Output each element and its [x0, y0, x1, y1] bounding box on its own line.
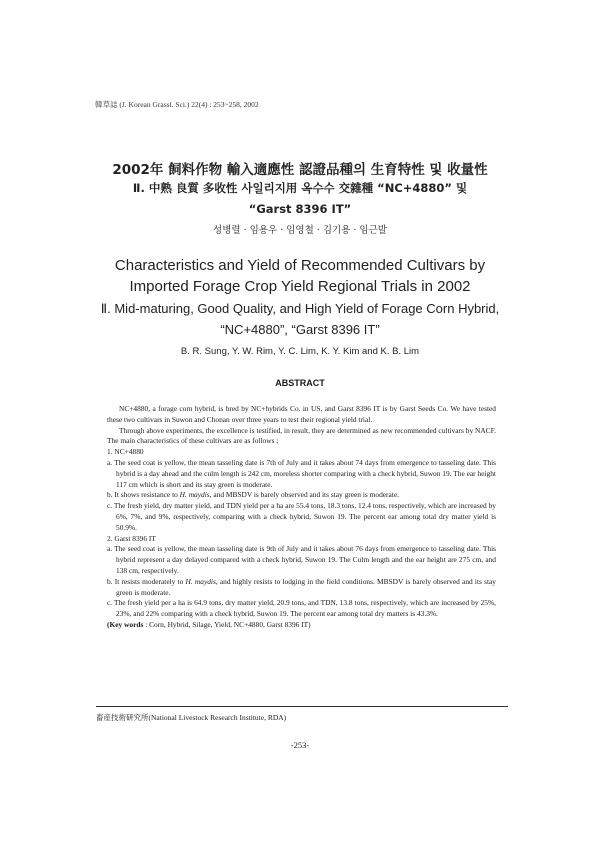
korean-title-line-1: 2002年 飼料作物 輸入適應性 認證品種의 生育特性 및 收量性 [112, 162, 488, 178]
section-1-item-b-pre: b. It shows resistance to [107, 490, 180, 500]
abstract-paragraph-2: Through above experiments, the excellence is testified, in result, they are determined as new recommended cultivars by NACF. The main characteristics of these cultivars are as follows ; [107, 425, 496, 446]
section-1-item-a: a. The seed coat is yellow, the mean tasseling date is 7th of July and it takes about 74 days from emergence to tasseling date. This hybrid is a day ahead and the culm length is 242 cm, moreless shorter comparing with a check hybrid, Suwon 19. The ear height 117 cm which is short and its stay green is moderate. [107, 457, 496, 489]
korean-authors: 성병렬 · 임용우 · 임영철 · 김기용 · 임근발 [213, 225, 387, 236]
affiliation-footnote: 畜産技術研究所(National Livestock Research Institute, RDA) [96, 713, 287, 722]
section-1-item-b-species: H. maydis [179, 490, 210, 500]
english-title-line-1: Characteristics and Yield of Recommended Cultivars by [114, 257, 486, 274]
keywords-list: : Corn, Hybrid, Silage, Yield, NC+4880, Garst 8396 IT) [143, 619, 311, 629]
section-1-item-c: c. The fresh yield, dry matter yield, and TDN yield per a ha are 55.4 tons, 18.3 tons, 12.4 tons, respectively, which are increased by 6%, 7%, and 9%, respectively, comparing with a check hybrid, Suwon 19. The percent ear among total dry matter yield is 50.9%. [107, 501, 496, 532]
english-authors: B. R. Sung, Y. W. Rim, Y. C. Lim, K. Y. Kim and K. B. Lim [180, 346, 420, 357]
section-2-item-c: c. The fresh yield per a ha is 64.9 tons, dry matter yield, 20.9 tons, and TDN, 13.8 tons, respectively, which are increased by 25%, 23%, and 22% comparing with a check hybrid, Suwon 19. The percent ear among total dry matters is 43.3%. [107, 598, 496, 619]
section-1-item-b-post: , and MBSDV is barely observed and its stay green is moderate. [209, 490, 399, 500]
section-2-item-b-species: H. maydis [185, 576, 216, 586]
section-2-item-b-pre: b. It resists moderately to [107, 576, 186, 586]
english-title-line-2: Imported Forage Crop Yield Regional Trials in 2002 [129, 278, 471, 295]
abstract-body [107, 404, 496, 631]
section-2-item-b-post: , and highly resists to lodging in the field conditions. MBSDV is barely observed and its stay green is moderate. [116, 576, 496, 597]
section-2-item-a: a. The seed coat is yellow, the mean tasseling date is 9th of July and it takes about 76 days from emergence to tasseling date. This hybrid represent a day delayed compared with a check hybrid, Suwon 19. The Culm length and the ear height are 275 cm, and 138 cm, respectively. [107, 544, 496, 575]
section-2-item-b [107, 577, 496, 599]
keywords [107, 620, 496, 631]
footnote-divider [96, 706, 508, 707]
korean-title-line-3: “Garst 8396 IT” [248, 202, 352, 216]
section-1-title: 1. NC+4880 [107, 447, 144, 457]
korean-title-line-2: Ⅱ. 中熟 良質 多收性 사일리지用 옥수수 交雜種 “NC+4880” 및 [132, 181, 468, 195]
journal-citation: 韓草誌 (J. Korean Grassl. Sci.) 22(4) : 253~258, 2002 [95, 100, 259, 109]
section-1-item-b [107, 490, 496, 501]
page-number: -253- [290, 740, 310, 750]
abstract-paragraph-1: NC+4880, a forage corn hybrid, is bred by NC+hybrids Co. in US, and Garst 8396 IT is by Garst Seeds Co. We have tested these two cultivars in Suwon and Chonan over three years to test their regional yield trial. [107, 404, 496, 424]
keywords-label: (Key words [107, 619, 144, 629]
english-title-line-3: Ⅱ. Mid-maturing, Good Quality, and High Yield of Forage Corn Hybrid, [100, 301, 500, 316]
english-title-line-4: “NC+4880”, “Garst 8396 IT” [220, 322, 380, 337]
abstract-heading: ABSTRACT [275, 378, 325, 388]
section-2-title: 2. Garst 8396 IT [107, 533, 156, 543]
